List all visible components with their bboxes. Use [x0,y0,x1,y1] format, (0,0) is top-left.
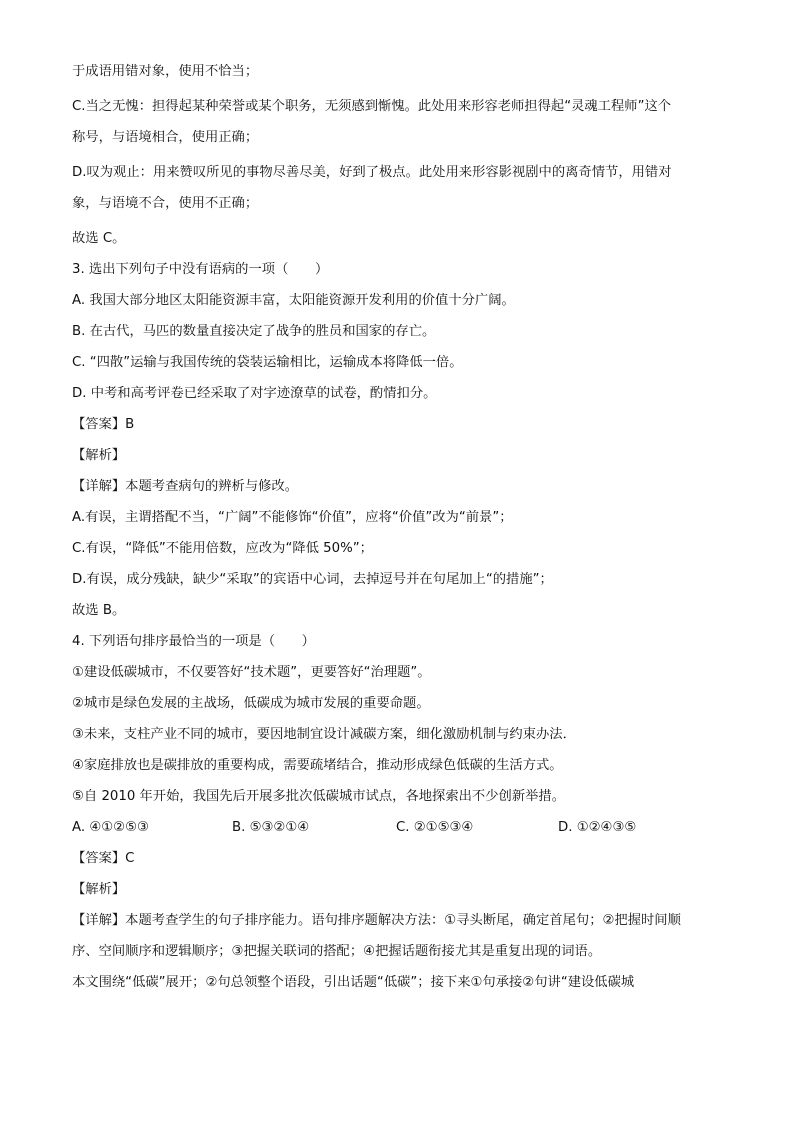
text-line: D.叹为观止：用来赞叹所见的事物尽善尽美，好到了极点。此处用来形容影视剧中的离奇情节，用错对 [72,165,672,180]
text-line: 故选 C。 [72,231,126,246]
sentence-1: ①建设低碳城市，不仅要答好“技术题”，更要答好“治理题”。 [72,665,431,680]
question-3-option-b: B. 在古代，马匹的数量直接决定了战争的胜员和国家的存亡。 [72,324,436,339]
answer-label: 【答案】B [72,417,135,432]
question-4-option-d: D. ①②④③⑤ [558,820,637,835]
text-line: 【详解】本题考查病句的辨析与修改。 [72,479,299,494]
analysis-label: 【解析】 [72,448,126,463]
text-line: 称号，与语境相合，使用正确； [72,130,259,145]
text-line: 于成语用错对象，使用不恰当； [72,64,259,79]
sentence-4: ④家庭排放也是碳排放的重要构成，需要疏堵结合，推动形成绿色低碳的生活方式。 [72,758,563,773]
text-line: C.有误，“降低”不能用倍数，应改为“降低 50%”； [72,541,373,556]
sentence-2: ②城市是绿色发展的主战场，低碳成为城市发展的重要命题。 [72,696,430,711]
text-line: D.有误，成分残缺，缺少“采取”的宾语中心词，去掉逗号并在句尾加上“的措施”； [72,572,553,587]
analysis-label: 【解析】 [72,882,126,897]
text-line: 本文围绕“低碳”展开；②句总领整个语段，引出话题“低碳”；接下来①句承接②句讲“建设低碳城 [72,975,635,990]
question-4-option-b: B. ⑤③②①④ [232,820,310,835]
question-4-option-a: A. ④①②⑤③ [72,820,149,835]
text-line: 故选 B。 [72,603,126,618]
question-4-option-c: C. ②①⑤③④ [396,820,474,835]
text-line: 序、空间顺序和逻辑顺序；③把握关联词的搭配；④把握话题衔接尤其是重复出现的词语。 [72,944,602,959]
text-line: C.当之无愧：担得起某种荣誉或某个职务，无须感到惭愧。此处用来形容老师担得起“灵魂工程师”这个 [72,99,672,114]
question-4-options [72,818,722,838]
document-page [72,62,722,993]
question-3-option-c: C. “四散”运输与我国传统的袋装运输相比，运输成本将降低一倍。 [72,355,463,370]
question-4-stem: 4. 下列语句排序最恰当的一项是（ ） [72,634,315,649]
text-line: A.有误，主谓搭配不当，“广阔”不能修饰“价值”，应将“价值”改为“前景”； [72,510,513,525]
text-line: 【详解】本题考查学生的句子排序能力。语句排序题解决方法：①寻头断尾，确定首尾句；②把握时间顺 [72,913,681,928]
sentence-3: ③未来，支柱产业不同的城市，要因地制宜设计减碳方案，细化激励机制与约束办法． [72,727,576,742]
sentence-5: ⑤自 2010 年开始，我国先后开展多批次低碳城市试点，各地探索出不少创新举措。 [72,789,566,804]
question-3-option-d: D. 中考和高考评卷已经采取了对字迹潦草的试卷，酌情扣分。 [72,386,437,401]
text-line: 象，与语境不合，使用不正确； [72,196,259,211]
answer-label: 【答案】C [72,851,135,866]
question-3-option-a: A. 我国大部分地区太阳能资源丰富，太阳能资源开发利用的价值十分广阔。 [72,293,515,308]
question-3-stem: 3. 选出下列句子中没有语病的一项（ ） [72,262,329,277]
